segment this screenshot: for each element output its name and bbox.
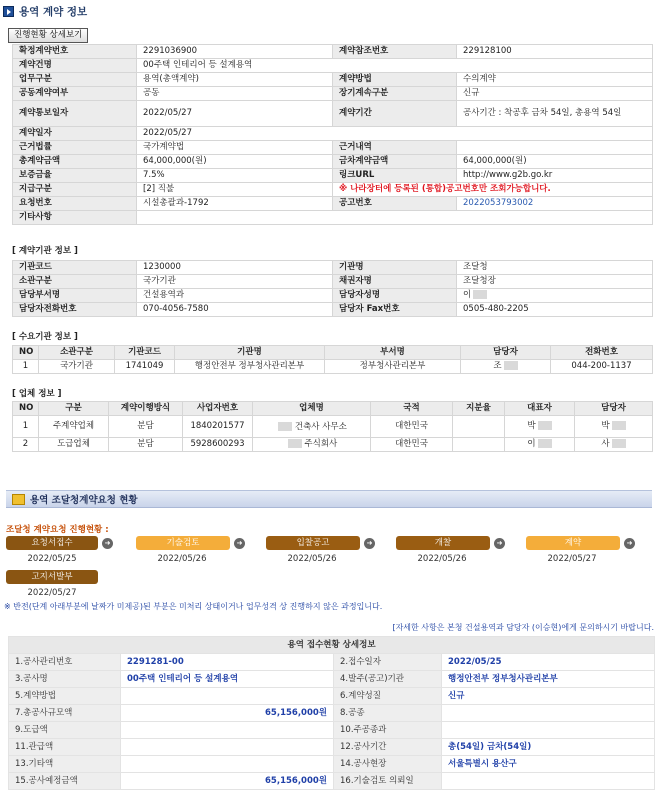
table-cell: 1 [13,416,39,438]
redacted-block [473,290,487,299]
field-value: http://www.g2b.go.kr [457,169,653,183]
field-value [121,739,334,756]
notice-number-link[interactable]: 2022053793002 [457,197,653,211]
field-label: 11.관급액 [9,739,121,756]
field-value: 신규 [457,87,653,101]
field-value [442,705,655,722]
table-cell: 박 [575,416,653,438]
field-value [137,211,653,225]
column-header: 구분 [39,402,109,416]
field-label: 기관코드 [13,261,137,275]
field-label: 담당자성명 [333,289,457,303]
field-value: 공동 [137,87,333,101]
contract-row [13,45,653,59]
field-label: 기관명 [333,261,457,275]
contract-row [13,87,653,101]
detail-row [9,739,655,756]
field-label: 요청번호 [13,197,137,211]
field-value: 64,000,000(원) [457,155,653,169]
demand-section-title: [ 수요기관 정보 ] [12,332,78,342]
field-value: 2291036900 [137,45,333,59]
column-header: 계약이행방식 [109,402,183,416]
field-label: 계약건명 [13,59,137,73]
field-label: 5.계약방법 [9,688,121,705]
receipt-detail-table [8,636,654,790]
field-label: 계약방법 [333,73,457,87]
field-label: 채권자명 [333,275,457,289]
field-value: 00주택 인테리어 등 설계용역 [137,59,653,73]
field-label: 근거내역 [333,141,457,155]
stage-4[interactable]: 개찰 [396,536,490,550]
field-value: 조달청 [457,261,653,275]
stage-6[interactable]: 고지서발부 [6,570,98,584]
table-cell [253,438,371,452]
next-arrow-icon: ➜ [624,538,635,549]
stage-3[interactable]: 입찰공고 [266,536,360,550]
table-row [13,360,653,374]
field-label: 링크URL [333,169,457,183]
progress-title: 조달청 계약요청 진행현황 : [6,525,109,535]
field-label: 근거법률 [13,141,137,155]
next-arrow-icon: ➜ [102,538,113,549]
field-value [442,773,655,790]
field-value: 조달청장 [457,275,653,289]
folder-icon [12,494,25,505]
field-value: 서울특별시 용산구 [442,756,655,773]
demand-table [12,345,652,374]
field-label: 1.공사관리번호 [9,654,121,671]
field-label: 장기계속구분 [333,87,457,101]
field-value [121,756,334,773]
column-header: NO [13,346,39,360]
stage-5[interactable]: 계약 [526,536,620,550]
stage-date: 2022/05/26 [417,554,467,564]
field-value: 건설용역과 [137,289,333,303]
firm-name-text: 주식회사 [301,439,338,449]
table-cell [453,416,505,438]
table-cell [253,416,371,438]
arrow-square-icon [3,6,14,17]
contract-row [13,73,653,87]
field-label: 공고번호 [333,197,457,211]
field-value [457,141,653,155]
column-header: 국적 [371,402,453,416]
field-value: 공사기간 : 착공후 금차 54일, 총용역 54일 [457,101,653,127]
detail-row [9,654,655,671]
column-header: 사업자번호 [183,402,253,416]
detail-row [9,705,655,722]
field-value: 국가계약법 [137,141,333,155]
agency-info-table [12,260,652,317]
field-label: 15.공사예정금액 [9,773,121,790]
page-title: 용역 계약 정보 [19,5,88,18]
table-cell: 대한민국 [371,416,453,438]
contract-row [13,211,653,225]
detail-row [9,773,655,790]
table-cell: 사 [575,438,653,452]
detail-row [9,671,655,688]
field-label: 16.기술검토 의뢰일 [334,773,442,790]
table-cell: 5928600293 [183,438,253,452]
table-cell: 정부청사관리본부 [325,360,461,374]
field-label: 계약통보일자 [13,101,137,127]
column-header: NO [13,402,39,416]
stage-2[interactable]: 기술검토 [136,536,230,550]
contract-row [13,59,653,73]
field-value: 신규 [442,688,655,705]
field-label: 기타사항 [13,211,137,225]
field-label: 10.주공종과 [334,722,442,739]
redacted-block [288,439,302,448]
column-header: 전화번호 [551,346,653,360]
field-value: 수의계약 [457,73,653,87]
field-label: 4.발주(공고)기관 [334,671,442,688]
field-label: 13.기타액 [9,756,121,773]
field-value: 65,156,000원 [121,773,334,790]
stage-date: 2022/05/27 [547,554,597,564]
column-header: 담당자 [575,402,653,416]
field-label: 계약참조번호 [333,45,457,59]
field-label: 8.공종 [334,705,442,722]
field-label: 계약일자 [13,127,137,141]
table-cell [453,438,505,452]
table-cell: 분담 [109,416,183,438]
stage-1[interactable]: 요청서접수 [6,536,98,550]
field-value: 1230000 [137,261,333,275]
firm-section-title: [ 업체 정보 ] [12,389,62,399]
field-label: 지급구분 [13,183,137,197]
column-header: 대표자 [505,402,575,416]
contract-row [13,155,653,169]
column-header: 기관코드 [115,346,175,360]
contract-info-table [12,44,652,225]
field-value: 용역(총액계약) [137,73,333,87]
redacted-block [612,421,626,430]
field-value: 2022/05/27 [137,101,333,127]
redacted-block [612,439,626,448]
contract-row [13,169,653,183]
column-header: 기관명 [175,346,325,360]
field-value: 00주택 인테리어 등 설계용역 [121,671,334,688]
table-cell: 도급업체 [39,438,109,452]
field-label: 업무구분 [13,73,137,87]
field-label: 확정계약번호 [13,45,137,59]
field-value: 2022/05/25 [442,654,655,671]
request-status-banner [6,490,652,508]
table-cell: 대한민국 [371,438,453,452]
next-arrow-icon: ➜ [234,538,245,549]
field-label: 9.도급액 [9,722,121,739]
table-cell: 분담 [109,438,183,452]
status-detail-button[interactable]: 진행현황 상세보기 [8,28,88,43]
redacted-block [538,421,552,430]
field-label: 공동계약여부 [13,87,137,101]
table-cell: 2 [13,438,39,452]
field-label: 총계약금액 [13,155,137,169]
field-value: 2022/05/27 [137,127,653,141]
field-value [442,722,655,739]
agency-section-title: [ 계약기관 정보 ] [12,246,78,256]
table-cell: 1840201577 [183,416,253,438]
field-value: 국가기관 [137,275,333,289]
stage-date: 2022/05/26 [287,554,337,564]
detail-row [9,688,655,705]
contract-row [13,197,653,211]
table-row [13,416,653,438]
firm-table [12,401,652,452]
agency-row [13,261,653,275]
field-label: 6.계약성질 [334,688,442,705]
contract-row [13,127,653,141]
table-cell: 1741049 [115,360,175,374]
field-value [121,722,334,739]
field-value: 229128100 [457,45,653,59]
stage-date: 2022/05/26 [157,554,207,564]
field-value: 65,156,000원 [121,705,334,722]
field-label: 계약기간 [333,101,457,127]
field-label: 담당자전화번호 [13,303,137,317]
table-cell: 박 [505,416,575,438]
field-label: 7.총공사규모액 [9,705,121,722]
field-label: 담당부서명 [13,289,137,303]
table-cell: 주계약업체 [39,416,109,438]
field-label: 2.접수일자 [334,654,442,671]
detail-title: 용역 접수현황 상세정보 [9,637,655,654]
field-label: 소관구분 [13,275,137,289]
inquiry-note: [자세한 사항은 본청 건설용역과 담당자 (이승현)에게 문의하시기 바랍니다. [392,623,654,632]
table-cell: 이 [505,438,575,452]
field-value: 2291281-00 [121,654,334,671]
field-value: 총(54일) 금차(54일) [442,739,655,756]
table-cell: 044-200-1137 [551,360,653,374]
field-value: 7.5% [137,169,333,183]
redacted-block [504,361,518,370]
column-header: 담당자 [461,346,551,360]
page-header [3,3,87,19]
field-label: 보증금율 [13,169,137,183]
column-header: 부서명 [325,346,461,360]
field-value: 070-4056-7580 [137,303,333,317]
field-label: 담당자 Fax번호 [333,303,457,317]
notice-text: ※ 나라장터에 등록된 (통합)공고번호만 조회가능합니다. [333,183,653,197]
agency-row [13,275,653,289]
firm-name-text: 건축사 사무소 [292,421,347,432]
agency-row [13,303,653,317]
redacted-block [278,422,292,431]
detail-row [9,722,655,739]
field-value: [2] 직불 [137,183,333,197]
contract-row [13,101,653,127]
next-arrow-icon: ➜ [494,538,505,549]
field-label: 14.공사현장 [334,756,442,773]
field-value: 행정안전부 정부청사관리본부 [442,671,655,688]
field-label: 금차계약금액 [333,155,457,169]
banner-title: 용역 조달청계약요청 현황 [30,495,138,506]
column-header: 소관구분 [39,346,115,360]
field-value: 0505-480-2205 [457,303,653,317]
contract-row [13,141,653,155]
field-value: 시설총괄과-1792 [137,197,333,211]
next-arrow-icon: ➜ [364,538,375,549]
redacted-block [538,439,552,448]
table-cell: 행정안전부 정부청사관리본부 [175,360,325,374]
table-cell: 국가기관 [39,360,115,374]
stage-date: 2022/05/25 [27,554,77,564]
table-cell: 조 [461,360,551,374]
field-value [121,688,334,705]
column-header: 지분율 [453,402,505,416]
column-header: 업체명 [253,402,371,416]
field-label: 3.공사명 [9,671,121,688]
stage-date: 2022/05/27 [27,588,77,598]
contract-row [13,183,653,197]
table-row [13,438,653,452]
field-value: 이 [457,289,653,303]
detail-row [9,756,655,773]
field-label: 12.공사기간 [334,739,442,756]
table-cell: 1 [13,360,39,374]
progress-note: ※ 반전(단계 아래부분에 날짜가 미제공)된 부분은 미처리 상태이거나 업무성격 상 진행하지 않은 과정입니다. [4,602,383,611]
field-value: 64,000,000(원) [137,155,333,169]
agency-row [13,289,653,303]
